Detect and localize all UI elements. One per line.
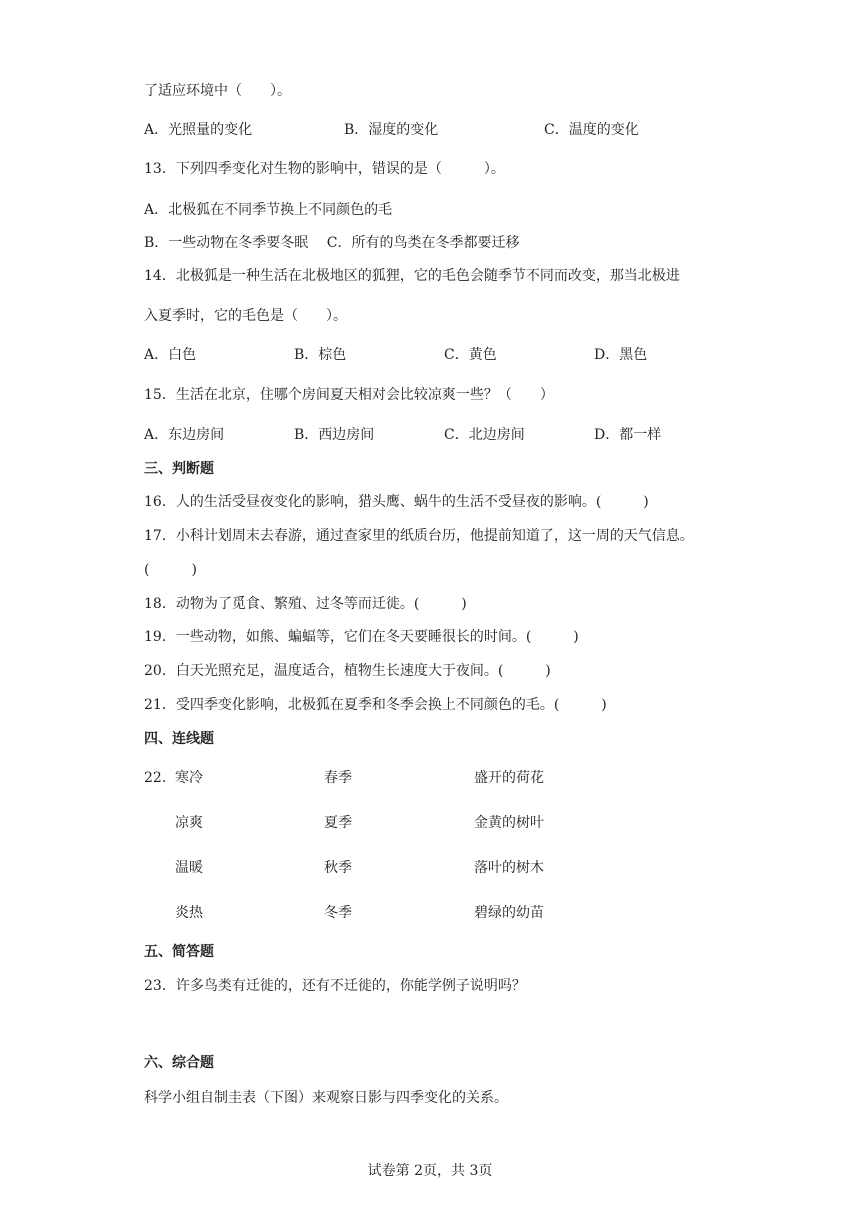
question-21: 21．受四季变化影响，北极狐在夏季和冬季会换上不同颜色的毛。( ) bbox=[144, 697, 607, 713]
q22-col3-item: 盛开的荷花 bbox=[474, 770, 544, 786]
question-13-stem: 13．下列四季变化对生物的影响中，错误的是（ ）。 bbox=[144, 161, 505, 177]
q15-option-c: C．北边房间 bbox=[444, 427, 525, 443]
q12-option-c: C．温度的变化 bbox=[544, 122, 639, 138]
q22-col1-item: 温暖 bbox=[175, 860, 203, 876]
q22-col2-item: 冬季 bbox=[324, 905, 352, 921]
q22-col2-item: 夏季 bbox=[324, 815, 352, 831]
q15-option-a: A．东边房间 bbox=[144, 427, 225, 443]
q22-col1-item: 寒冷 bbox=[175, 770, 203, 786]
question-17-line2: ( ) bbox=[144, 562, 197, 578]
q12-option-b: B．湿度的变化 bbox=[344, 122, 439, 138]
q14-option-a: A．白色 bbox=[144, 347, 197, 363]
question-16: 16．人的生活受昼夜变化的影响，猎头鹰、蜗牛的生活不受昼夜的影响。( ) bbox=[144, 494, 649, 510]
question-14-line2: 入夏季时，它的毛色是（ ）。 bbox=[144, 308, 347, 324]
q13-options-b-c: B．一些动物在冬季要冬眠 C．所有的鸟类在冬季都要迁移 bbox=[144, 235, 520, 251]
question-19: 19．一些动物，如熊、蝙蝠等，它们在冬天要睡很长的时间。( ) bbox=[144, 629, 579, 645]
section-heading-comprehensive: 六、综合题 bbox=[144, 1055, 214, 1071]
q13-option-a: A．北极狐在不同季节换上不同颜色的毛 bbox=[144, 202, 393, 218]
section-heading-matching: 四、连线题 bbox=[144, 731, 214, 747]
q22-col3-item: 落叶的树木 bbox=[474, 860, 544, 876]
q22-col2-item: 秋季 bbox=[324, 860, 352, 876]
question-24-intro: 科学小组自制圭表（下图）来观察日影与四季变化的关系。 bbox=[144, 1090, 508, 1106]
q14-option-d: D．黑色 bbox=[594, 347, 648, 363]
q22-number: 22． bbox=[144, 770, 176, 786]
q14-option-b: B．棕色 bbox=[294, 347, 347, 363]
q22-col1-item: 凉爽 bbox=[175, 815, 203, 831]
q12-option-a: A．光照量的变化 bbox=[144, 122, 253, 138]
q15-option-d: D．都一样 bbox=[594, 427, 662, 443]
q22-col2-item: 春季 bbox=[324, 770, 352, 786]
section-heading-judgment: 三、判断题 bbox=[144, 461, 214, 477]
question-12-tail: 了适应环境中（ ）。 bbox=[144, 83, 291, 99]
q22-col3-item: 金黄的树叶 bbox=[474, 815, 544, 831]
question-23: 23．许多鸟类有迁徙的，还有不迁徙的，你能学例子说明吗？ bbox=[144, 978, 526, 994]
q22-col1-item: 炎热 bbox=[175, 905, 203, 921]
page-footer: 试卷第 2页，共 3页 bbox=[367, 1163, 493, 1179]
question-14-line1: 14．北极狐是一种生活在北极地区的狐狸，它的毛色会随季节不同而改变，那当北极进 bbox=[144, 268, 680, 284]
question-17-line1: 17．小科计划周末去春游，通过查家里的纸质台历，他提前知道了，这一周的天气信息。 bbox=[144, 528, 694, 544]
q22-col3-item: 碧绿的幼苗 bbox=[474, 905, 544, 921]
question-15-stem: 15．生活在北京，住哪个房间夏天相对会比较凉爽一些？（ ） bbox=[144, 387, 554, 403]
question-18: 18．动物为了觅食、繁殖、过冬等而迁徙。( ) bbox=[144, 596, 467, 612]
q15-option-b: B．西边房间 bbox=[294, 427, 375, 443]
question-20: 20．白天光照充足，温度适合，植物生长速度大于夜间。( ) bbox=[144, 663, 551, 679]
q14-option-c: C．黄色 bbox=[444, 347, 497, 363]
section-heading-short-answer: 五、简答题 bbox=[144, 944, 214, 960]
